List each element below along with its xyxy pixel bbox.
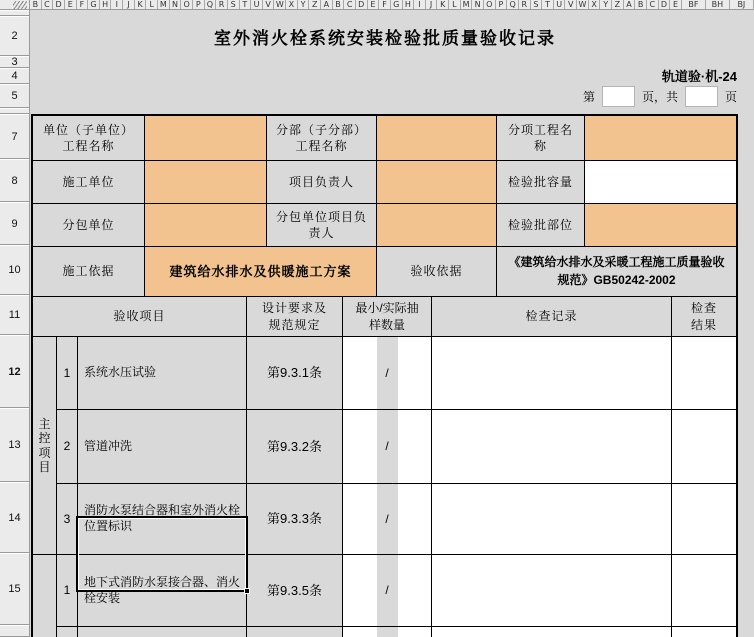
check-record-cell[interactable]	[432, 555, 672, 627]
column-header-letter[interactable]: L	[146, 0, 158, 9]
column-header-letter[interactable]: C	[344, 0, 356, 9]
column-header-letter[interactable]: E	[65, 0, 77, 9]
form-code: 轨道验·机-24	[661, 68, 737, 84]
column-header-letter[interactable]: D	[659, 0, 671, 9]
row-header-number[interactable]: 15	[0, 553, 29, 625]
column-header-letter[interactable]: O	[181, 0, 193, 9]
column-header-letter[interactable]: J	[123, 0, 135, 9]
division-project-name-label[interactable]: 分部（子分部）工程名称	[267, 116, 377, 161]
col-header-result[interactable]: 检查结果	[672, 297, 736, 337]
column-header-letter[interactable]: H	[403, 0, 415, 9]
column-header-letter[interactable]: G	[391, 0, 403, 9]
page-title: 室外消火栓系统安装检验批质量验收记录	[214, 28, 556, 48]
project-leader-cell[interactable]	[377, 161, 497, 204]
group-label-main-control[interactable]: 主控项目	[33, 337, 57, 555]
column-header-letter[interactable]: T	[240, 0, 252, 9]
column-header-letter[interactable]: E	[670, 0, 682, 9]
check-result-cell[interactable]	[672, 555, 736, 627]
row-number-cell[interactable]: 1	[57, 337, 78, 410]
subcontract-unit-label[interactable]: 分包单位	[33, 204, 145, 247]
design-req-cell[interactable]: 第9.3.2条	[247, 410, 343, 484]
column-header-letter[interactable]: R	[519, 0, 531, 9]
subcontract-unit-cell[interactable]	[145, 204, 267, 247]
column-header-letter[interactable]: U	[554, 0, 566, 9]
page-number-line	[33, 84, 737, 108]
column-header-letter[interactable]: C	[42, 0, 54, 9]
column-header-letter[interactable]: B	[333, 0, 345, 9]
subitem-project-name-label[interactable]: 分项工程名称	[497, 116, 585, 161]
check-record-cell[interactable]	[432, 337, 672, 410]
column-header-letter[interactable]: F	[77, 0, 89, 9]
design-req-cell[interactable]: 第9.3.3条	[247, 484, 343, 555]
column-header-letter[interactable]: BH	[706, 0, 730, 9]
column-headers[interactable]	[30, 0, 754, 10]
item-cell[interactable]: 消防水泵结合器和室外消火栓位置标识	[78, 484, 247, 555]
corner-hatch-icon	[13, 1, 27, 9]
check-result-cell[interactable]	[672, 410, 736, 484]
item-cell-selected[interactable]: 系统水压试验	[78, 337, 247, 410]
column-header-letter[interactable]: K	[135, 0, 147, 9]
column-header-letter[interactable]: N	[472, 0, 484, 9]
sampling-cell[interactable]: /	[343, 555, 432, 627]
column-header-letter[interactable]: N	[170, 0, 182, 9]
batch-capacity-cell[interactable]	[585, 161, 736, 204]
batch-location-cell[interactable]	[585, 204, 736, 247]
design-req-cell[interactable]	[247, 627, 343, 637]
row-header-number[interactable]: 3	[0, 56, 29, 68]
row-number-cell[interactable]: 1	[57, 555, 78, 627]
col-header-item[interactable]: 验收项目	[33, 297, 247, 337]
column-header-letter[interactable]: X	[286, 0, 298, 9]
page-suffix-label: 页	[725, 89, 738, 104]
column-header-letter[interactable]: G	[88, 0, 100, 9]
column-header-letter[interactable]: H	[100, 0, 112, 9]
page-total-input[interactable]	[685, 86, 718, 107]
project-leader-label[interactable]: 项目负责人	[267, 161, 377, 204]
column-header-letter[interactable]: A	[624, 0, 636, 9]
acceptance-record-table	[31, 114, 738, 637]
row-number-cell[interactable]: 3	[57, 484, 78, 555]
column-header-letter[interactable]: Q	[507, 0, 519, 9]
column-header-letter[interactable]: O	[484, 0, 496, 9]
row-header-number[interactable]: 14	[0, 482, 29, 553]
row-header-number[interactable]: 2	[0, 16, 29, 56]
column-header-letter[interactable]: L	[449, 0, 461, 9]
column-header-letter[interactable]: T	[542, 0, 554, 9]
row-number-cell[interactable]: 2	[57, 410, 78, 484]
column-header-letter[interactable]: V	[565, 0, 577, 9]
sampling-cell[interactable]: /	[343, 484, 432, 555]
column-header-letter[interactable]: Z	[612, 0, 624, 9]
column-header-letter[interactable]: A	[321, 0, 333, 9]
column-header-letter[interactable]: B	[635, 0, 647, 9]
col-header-design[interactable]: 设计要求及规范规定	[247, 297, 343, 337]
column-header-letter[interactable]: BJ	[730, 0, 754, 9]
column-header-letter[interactable]: B	[30, 0, 42, 9]
column-header-letter[interactable]: D	[53, 0, 65, 9]
column-header-letter[interactable]: I	[414, 0, 426, 9]
subitem-project-name-cell[interactable]	[585, 116, 736, 161]
column-header-letter[interactable]: R	[216, 0, 228, 9]
column-header-letter[interactable]: M	[158, 0, 170, 9]
column-header-letter[interactable]: V	[263, 0, 275, 9]
construction-unit-label[interactable]: 施工单位	[33, 161, 145, 204]
check-result-cell[interactable]	[672, 337, 736, 410]
row-header-number[interactable]: 11	[0, 295, 29, 335]
info-section	[33, 116, 736, 297]
acceptance-basis-label[interactable]: 验收依据	[377, 247, 497, 297]
row-number-cell[interactable]	[57, 627, 78, 637]
page-middle-label: 页，共	[641, 89, 678, 104]
sampling-cell[interactable]	[343, 627, 432, 637]
subcontract-leader-label[interactable]: 分包单位项目负责人	[267, 204, 377, 247]
design-req-cell[interactable]: 第9.3.1条	[247, 337, 343, 410]
select-all-corner[interactable]	[0, 0, 30, 10]
page-number-input[interactable]	[602, 86, 635, 107]
construction-unit-cell[interactable]	[145, 161, 267, 204]
column-header-letter[interactable]: Q	[205, 0, 217, 9]
column-header-letter[interactable]: Z	[309, 0, 321, 9]
construction-basis-cell[interactable]: 建筑给水排水及供暖施工方案	[145, 247, 377, 297]
column-header-letter[interactable]: S	[228, 0, 240, 9]
construction-basis-label[interactable]: 施工依据	[33, 247, 145, 297]
batch-capacity-label[interactable]: 检验批容量	[497, 161, 585, 204]
column-header-letter[interactable]: C	[647, 0, 659, 9]
column-header-letter[interactable]: J	[426, 0, 438, 9]
row-header-number[interactable]: 8	[0, 159, 29, 202]
division-project-name-cell[interactable]	[377, 116, 497, 161]
column-header-letter[interactable]: W	[577, 0, 589, 9]
batch-location-label[interactable]: 检验批部位	[497, 204, 585, 247]
item-cell[interactable]: 地下式消防水泵接合器、消火栓安装	[78, 555, 247, 627]
column-header-letter[interactable]: Y	[298, 0, 310, 9]
row-header-number[interactable]: 12	[0, 335, 29, 408]
page-prefix-label: 第	[582, 89, 595, 104]
unit-project-name-label[interactable]: 单位（子单位）工程名称	[33, 116, 145, 161]
column-header-letter[interactable]: X	[589, 0, 601, 9]
check-record-cell[interactable]	[432, 484, 672, 555]
column-header-letter[interactable]: Y	[600, 0, 612, 9]
row-header-number[interactable]: 4	[0, 68, 29, 84]
sampling-cell[interactable]: /	[343, 337, 432, 410]
design-req-cell[interactable]: 第9.3.5条	[247, 555, 343, 627]
column-header-letter[interactable]: W	[274, 0, 286, 9]
row-header-number[interactable]: 5	[0, 84, 29, 108]
column-header-letter[interactable]: E	[368, 0, 380, 9]
row-header-number[interactable]: 9	[0, 202, 29, 245]
acceptance-basis-cell[interactable]: 《建筑给水排水及采暖工程施工质量验收规范》GB50242-2002	[497, 247, 736, 297]
sampling-cell[interactable]: /	[343, 410, 432, 484]
col-header-record[interactable]: 检查记录	[432, 297, 672, 337]
column-header-letter[interactable]: U	[251, 0, 263, 9]
column-header-letter[interactable]: K	[437, 0, 449, 9]
column-header-letter[interactable]: D	[356, 0, 368, 9]
unit-project-name-cell[interactable]	[145, 116, 267, 161]
row-headers[interactable]	[0, 10, 30, 637]
row-header-number[interactable]: 13	[0, 408, 29, 482]
check-record-cell[interactable]	[432, 627, 672, 637]
item-cell[interactable]: 管道冲洗	[78, 410, 247, 484]
col-header-sampling[interactable]: 最小/实际抽样数量	[343, 297, 432, 337]
column-header-letter[interactable]: I	[111, 0, 123, 9]
group-label-next[interactable]	[33, 555, 57, 637]
check-result-cell[interactable]	[672, 484, 736, 555]
column-header-letter[interactable]: M	[461, 0, 473, 9]
column-header-letter[interactable]: BF	[682, 0, 706, 9]
row-header-number[interactable]	[0, 625, 29, 637]
column-header-letter[interactable]: P	[496, 0, 508, 9]
checklist-section	[33, 297, 736, 637]
column-header-letter[interactable]: P	[193, 0, 205, 9]
item-cell[interactable]	[78, 627, 247, 637]
row-header-number[interactable]: 10	[0, 245, 29, 295]
check-result-cell[interactable]	[672, 627, 736, 637]
column-header-letter[interactable]: F	[379, 0, 391, 9]
subcontract-leader-cell[interactable]	[377, 204, 497, 247]
check-record-cell[interactable]	[432, 410, 672, 484]
column-header-letter[interactable]: S	[531, 0, 543, 9]
row-header-number[interactable]: 7	[0, 114, 29, 159]
